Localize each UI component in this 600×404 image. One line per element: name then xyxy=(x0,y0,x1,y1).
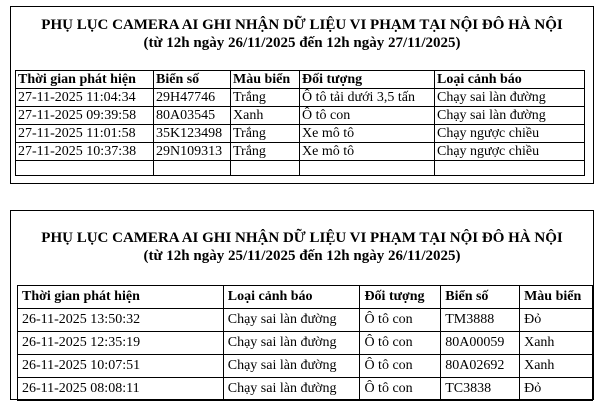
cell-plate-color: Trắng xyxy=(231,143,300,161)
empty-cell xyxy=(300,161,435,176)
panel-1-title-line-2: (từ 12h ngày 26/11/2025 đến 12h ngày 27/11/2025) xyxy=(143,35,461,51)
table-row xyxy=(16,143,585,161)
panel-2-table xyxy=(17,285,593,401)
panel-1-table xyxy=(15,70,585,176)
empty-cell xyxy=(231,161,300,176)
panel-2-title-line-1: PHỤ LỤC CAMERA AI GHI NHẬN DỮ LIỆU VI PHẠM TẠI NỘI ĐÔ HÀ NỘI xyxy=(41,230,563,246)
panel-1-title-line-1: PHỤ LỤC CAMERA AI GHI NHẬN DỮ LIỆU VI PHẠM TẠI NỘI ĐÔ HÀ NỘI xyxy=(41,17,563,33)
cell-detection-time: 26-11-2025 13:50:32 xyxy=(18,309,224,332)
cell-vehicle-type: Xe mô tô xyxy=(300,143,435,161)
cell-vehicle-type: Xe mô tô xyxy=(300,125,435,143)
table-header-row xyxy=(16,71,585,89)
cell-plate-number: 29N109313 xyxy=(154,143,231,161)
cell-detection-time: 26-11-2025 08:08:11 xyxy=(18,378,224,401)
cell-plate-number: 80A03545 xyxy=(154,107,231,125)
panel-2-title xyxy=(11,229,593,265)
cell-plate-number: 80A02692 xyxy=(441,355,520,378)
cell-warning-type: Chạy ngược chiều xyxy=(435,125,585,143)
cell-detection-time: 27-11-2025 10:37:38 xyxy=(16,143,154,161)
cell-plate-number: 35K123498 xyxy=(154,125,231,143)
cell-warning-type: Chạy sai làn đường xyxy=(223,378,360,401)
table-row xyxy=(16,125,585,143)
cell-plate-number: 80A00059 xyxy=(441,332,520,355)
empty-cell xyxy=(435,161,585,176)
table-row xyxy=(18,332,593,355)
panel-2-title-line-2: (từ 12h ngày 25/11/2025 đến 12h ngày 26/11/2025) xyxy=(143,248,461,264)
table-row xyxy=(16,89,585,107)
cell-warning-type: Chạy sai làn đường xyxy=(223,355,360,378)
cell-plate-color: Đỏ xyxy=(520,309,593,332)
cell-plate-color: Trắng xyxy=(231,125,300,143)
cell-plate-color: Xanh xyxy=(520,355,593,378)
cell-detection-time: 27-11-2025 11:04:34 xyxy=(16,89,154,107)
violation-appendix-panel-2 xyxy=(10,210,594,400)
table-row-empty xyxy=(16,161,585,176)
cell-vehicle-type: Ô tô con xyxy=(360,378,441,401)
cell-warning-type: Chạy sai làn đường xyxy=(223,309,360,332)
cell-plate-number: TC3838 xyxy=(441,378,520,401)
header-detection-time: Thời gian phát hiện xyxy=(18,286,224,309)
cell-vehicle-type: Ô tô tải dưới 3,5 tấn xyxy=(300,89,435,107)
cell-plate-color: Trắng xyxy=(231,89,300,107)
cell-plate-color: Đỏ xyxy=(520,378,593,401)
header-detection-time: Thời gian phát hiện xyxy=(16,71,154,89)
cell-vehicle-type: Ô tô con xyxy=(360,332,441,355)
header-warning-type: Loại cảnh báo xyxy=(435,71,585,89)
cell-vehicle-type: Ô tô con xyxy=(300,107,435,125)
header-plate-color: Màu biển xyxy=(231,71,300,89)
header-warning-type: Loại cảnh báo xyxy=(223,286,360,309)
empty-cell xyxy=(154,161,231,176)
cell-warning-type: Chạy ngược chiều xyxy=(435,143,585,161)
header-plate-number: Biển số xyxy=(441,286,520,309)
table-header-row xyxy=(18,286,593,309)
header-plate-number: Biển số xyxy=(154,71,231,89)
violation-appendix-panel-1 xyxy=(10,6,594,184)
cell-vehicle-type: Ô tô con xyxy=(360,309,441,332)
table-row xyxy=(16,107,585,125)
cell-warning-type: Chạy sai làn đường xyxy=(435,107,585,125)
cell-warning-type: Chạy sai làn đường xyxy=(223,332,360,355)
cell-plate-color: Xanh xyxy=(231,107,300,125)
cell-plate-color: Xanh xyxy=(520,332,593,355)
cell-plate-number: 29H47746 xyxy=(154,89,231,107)
table-row xyxy=(18,355,593,378)
table-row xyxy=(18,378,593,401)
header-plate-color: Màu biển xyxy=(520,286,593,309)
cell-vehicle-type: Ô tô con xyxy=(360,355,441,378)
cell-detection-time: 27-11-2025 09:39:58 xyxy=(16,107,154,125)
table-row xyxy=(18,309,593,332)
cell-plate-number: TM3888 xyxy=(441,309,520,332)
empty-cell xyxy=(16,161,154,176)
cell-detection-time: 27-11-2025 11:01:58 xyxy=(16,125,154,143)
cell-detection-time: 26-11-2025 10:07:51 xyxy=(18,355,224,378)
cell-detection-time: 26-11-2025 12:35:19 xyxy=(18,332,224,355)
cell-warning-type: Chạy sai làn đường xyxy=(435,89,585,107)
header-vehicle-type: Đối tượng xyxy=(300,71,435,89)
header-vehicle-type: Đối tượng xyxy=(360,286,441,309)
panel-1-title xyxy=(11,16,593,52)
